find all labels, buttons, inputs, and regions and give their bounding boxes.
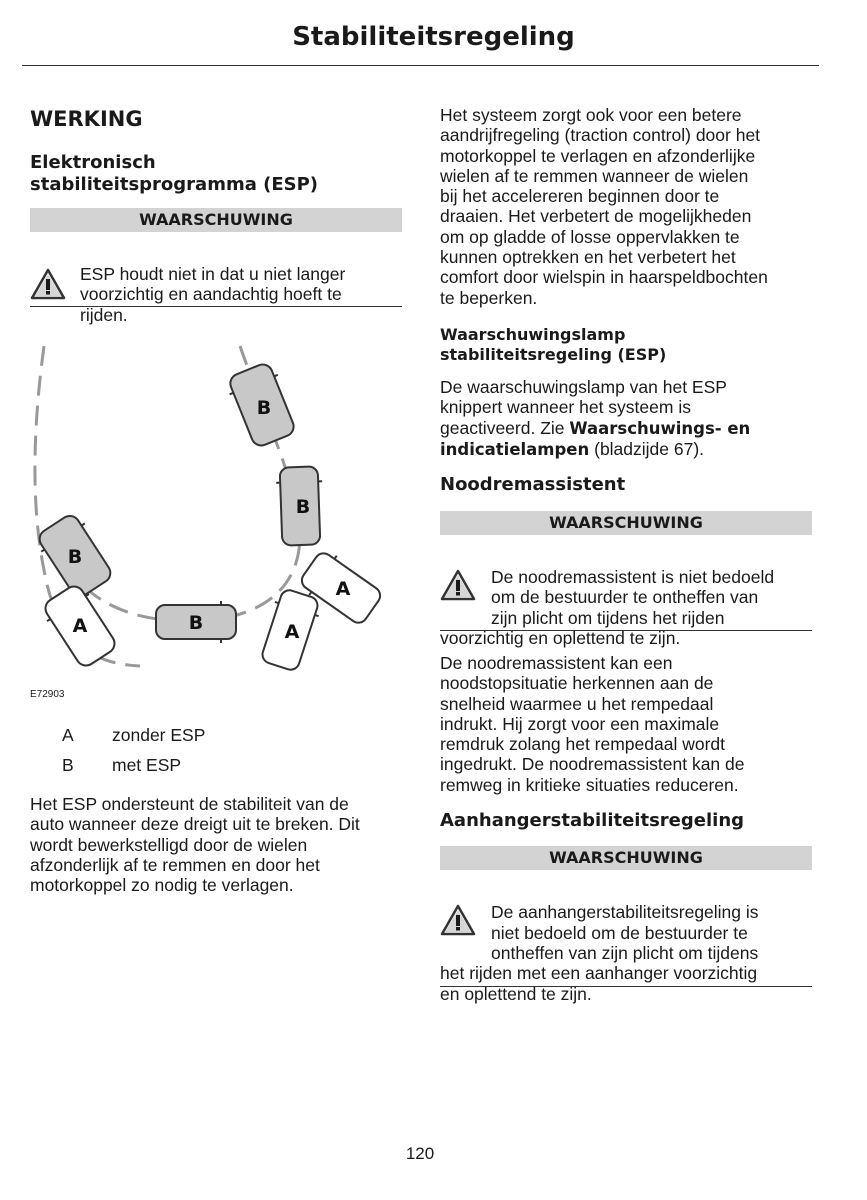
- paragraph-text: (bladzijde 67).: [589, 438, 705, 459]
- warning-line: niet bedoeld om de bestuurder te: [491, 923, 748, 943]
- paragraph-line: afzonderlijk af te remmen en door het: [30, 854, 320, 875]
- lamp-heading-line: Waarschuwingslamp: [440, 325, 626, 344]
- paragraph-line: motorkoppel te verlagen en afzonderlijke: [440, 145, 756, 166]
- warning-divider: [440, 986, 812, 987]
- paragraph-line: remdruk zolang het rempedaal wordt: [440, 734, 726, 755]
- page-number: 120: [405, 1144, 435, 1163]
- lamp-heading: [440, 325, 666, 365]
- car-b-label: B: [67, 546, 83, 568]
- paragraph-line: kunnen optrekken en het verbetert het: [440, 247, 736, 268]
- warning-triangle-icon: [440, 569, 476, 601]
- paragraph-line: wielen af te remmen wanneer de wielen: [440, 165, 749, 186]
- paragraph-line: noodstopsituatie herkennen aan de: [440, 673, 714, 694]
- cross-reference-link[interactable]: indicatielampen: [440, 439, 590, 459]
- warning-line: voorzichtig en aandachtig hoeft te: [80, 284, 342, 305]
- intro-paragraph: [440, 105, 820, 308]
- paragraph-text: geactiveerd. Zie: [440, 417, 570, 438]
- warning-line: het rijden met een aanhanger voorzichtig: [440, 963, 758, 983]
- right-column: [440, 0, 812, 1100]
- car-b-label: B: [188, 612, 204, 634]
- paragraph-line: Het systeem zorgt ook voor een betere: [440, 105, 742, 125]
- esp-paragraph: [30, 794, 410, 895]
- warning-text: [80, 264, 345, 325]
- paragraph-line: indrukt. Hij zorgt voor een maximale: [440, 713, 720, 734]
- paragraph-line: comfort door wielspin in haarspeldbochten: [440, 267, 768, 288]
- warning-body: [30, 232, 402, 324]
- section-heading-werking: WERKING: [30, 107, 143, 131]
- warning-line: zijn plicht om tijdens het rijden: [491, 608, 725, 628]
- paragraph-line: Het ESP ondersteunt de stabiliteit van de: [30, 794, 349, 814]
- cross-reference-link[interactable]: Waarschuwings- en: [569, 418, 751, 438]
- image-code: E72903: [30, 689, 65, 700]
- warning-box-esp: [30, 208, 402, 324]
- warning-label: WAARSCHUWING: [440, 511, 812, 535]
- lamp-heading-line: stabiliteitsregeling (ESP): [440, 345, 667, 364]
- paragraph-line: [440, 439, 820, 460]
- brake-assist-heading: Noodremassistent: [440, 474, 626, 495]
- warning-triangle-icon: [30, 268, 66, 300]
- paragraph-line: bij het accelereren beginnen door te: [440, 186, 720, 207]
- paragraph-line: motorkoppel zo nodig te verlagen.: [30, 875, 294, 896]
- warning-line: rijden.: [80, 304, 128, 325]
- paragraph-line: knippert wanneer het systeem is: [440, 397, 691, 418]
- brake-assist-paragraph: [440, 653, 820, 795]
- warning-box-brake-assist: [440, 511, 812, 648]
- warning-line: De noodremassistent is niet bedoeld: [491, 567, 775, 587]
- paragraph-line: De noodremassistent kan een: [440, 653, 673, 673]
- legend-text: met ESP: [112, 755, 182, 775]
- warning-line: ESP houdt niet in dat u niet langer: [80, 264, 346, 284]
- warning-line: om de bestuurder te ontheffen van: [491, 587, 759, 607]
- esp-subheading-line: Elektronisch: [30, 152, 156, 173]
- esp-diagram: [0, 330, 420, 680]
- warning-triangle-icon: [440, 904, 476, 936]
- paragraph-line: [440, 418, 820, 439]
- warning-line: voorzichtig en oplettend te zijn.: [440, 628, 681, 648]
- paragraph-line: auto wanneer deze dreigt uit te breken. Dit: [30, 814, 360, 835]
- warning-label: WAARSCHUWING: [30, 208, 402, 232]
- warning-divider: [30, 306, 402, 307]
- paragraph-line: De waarschuwingslamp van het ESP: [440, 377, 727, 397]
- paragraph-line: aandrijfregeling (traction control) door het: [440, 125, 761, 146]
- warning-line: ontheffen van zijn plicht om tijdens: [491, 943, 759, 963]
- car-b-label: B: [256, 397, 272, 419]
- paragraph-line: ingedrukt. De noodremassistent kan de: [440, 754, 745, 775]
- warning-body: [440, 535, 812, 648]
- paragraph-line: te beperken.: [440, 287, 538, 308]
- esp-subheading-line: stabiliteitsprogramma (ESP): [30, 174, 319, 195]
- legend-text: zonder ESP: [112, 725, 206, 745]
- page-title: Stabiliteitsregeling: [292, 22, 575, 52]
- paragraph-line: draaien. Het verbetert de mogelijkheden: [440, 206, 752, 227]
- lamp-paragraph: [440, 377, 820, 460]
- warning-line: en oplettend te zijn.: [440, 984, 592, 1004]
- warning-divider: [440, 630, 812, 631]
- legend-key: A: [62, 725, 74, 745]
- trailer-stability-heading: Aanhangerstabiliteitsregeling: [440, 810, 745, 831]
- warning-line: De aanhangerstabiliteitsregeling is: [491, 902, 759, 922]
- warning-body: [440, 870, 812, 1004]
- warning-box-trailer: [440, 846, 812, 1004]
- car-b-label: B: [295, 496, 311, 518]
- car-a-label: A: [284, 621, 300, 643]
- esp-subheading: [30, 152, 318, 196]
- paragraph-line: om op gladde of losse oppervlakken te: [440, 226, 740, 247]
- paragraph-line: wordt bewerkstelligd door de wielen: [30, 834, 308, 855]
- car-a-label: A: [72, 615, 88, 637]
- legend-key: B: [62, 755, 74, 775]
- paragraph-line: remweg in kritieke situaties reduceren.: [440, 774, 739, 795]
- warning-label: WAARSCHUWING: [440, 846, 812, 870]
- paragraph-line: snelheid waarmee u het rempedaal: [440, 693, 714, 714]
- car-a-label: A: [335, 578, 351, 600]
